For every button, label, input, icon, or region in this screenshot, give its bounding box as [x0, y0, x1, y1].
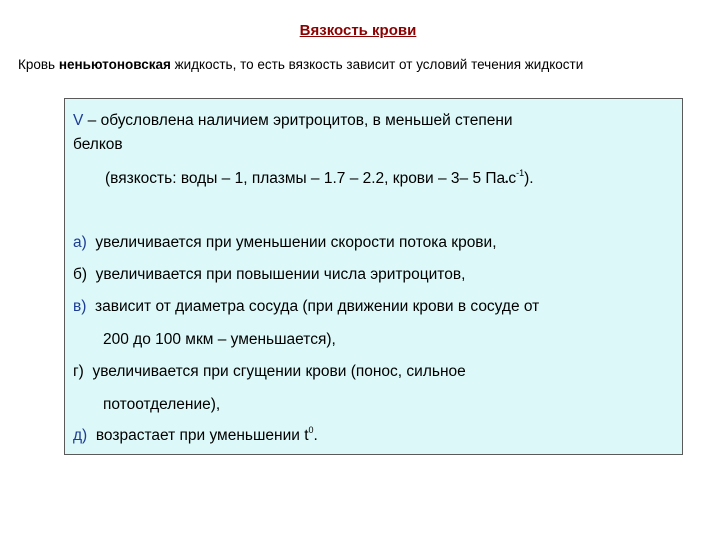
page-title: Вязкость крови: [299, 22, 417, 39]
list-marker: б): [73, 266, 88, 283]
v-symbol: V: [73, 112, 84, 129]
list-item-continuation: потоотделение),: [103, 396, 221, 413]
v-line-2: белков: [73, 136, 123, 153]
list-item: [73, 298, 539, 316]
temperature-superscript: 0: [308, 425, 314, 435]
viscosity-superscript: -1: [516, 168, 525, 178]
intro-sentence: [18, 57, 718, 72]
list-item-continuation: 200 до 100 мкм – уменьшается),: [103, 331, 336, 348]
list-item: [73, 234, 497, 252]
list-item-text: зависит от диаметра сосуда (при движении крови в сосуде от: [95, 298, 540, 315]
list-marker: в): [73, 298, 87, 315]
viscosity-dot: •: [505, 177, 509, 187]
list-item: [73, 427, 318, 445]
viscosity-unit: с: [508, 170, 517, 187]
intro-bold-term: неньютоновская: [58, 57, 171, 72]
list-marker: д): [73, 427, 88, 444]
list-marker: г): [73, 363, 84, 380]
intro-prefix: Кровь: [18, 57, 59, 72]
list-item-text: увеличивается при повышении числа эритроцитов,: [95, 266, 466, 283]
list-item-text: увеличивается при уменьшении скорости потока крови,: [95, 234, 497, 251]
v-line-1-text: – обусловлена наличием эритроцитов, в меньшей степени: [83, 112, 513, 129]
v-line-1: [73, 112, 513, 130]
list-item: [73, 266, 465, 284]
list-item-tail: .: [313, 427, 318, 444]
list-item: [73, 363, 466, 381]
list-item-text: увеличивается при сгущении крови (понос, сильное: [92, 363, 466, 380]
viscosity-prefix: (вязкость: воды – 1, плазмы – 1.7 – 2.2, крови – 3– 5 Па: [105, 170, 506, 187]
list-item-text: возрастает при уменьшении t: [95, 427, 309, 444]
intro-suffix: жидкость, то есть вязкость зависит от условий течения жидкости: [170, 57, 584, 72]
viscosity-values: [105, 170, 534, 188]
viscosity-suffix: ).: [524, 170, 534, 187]
list-marker: а): [73, 234, 87, 251]
